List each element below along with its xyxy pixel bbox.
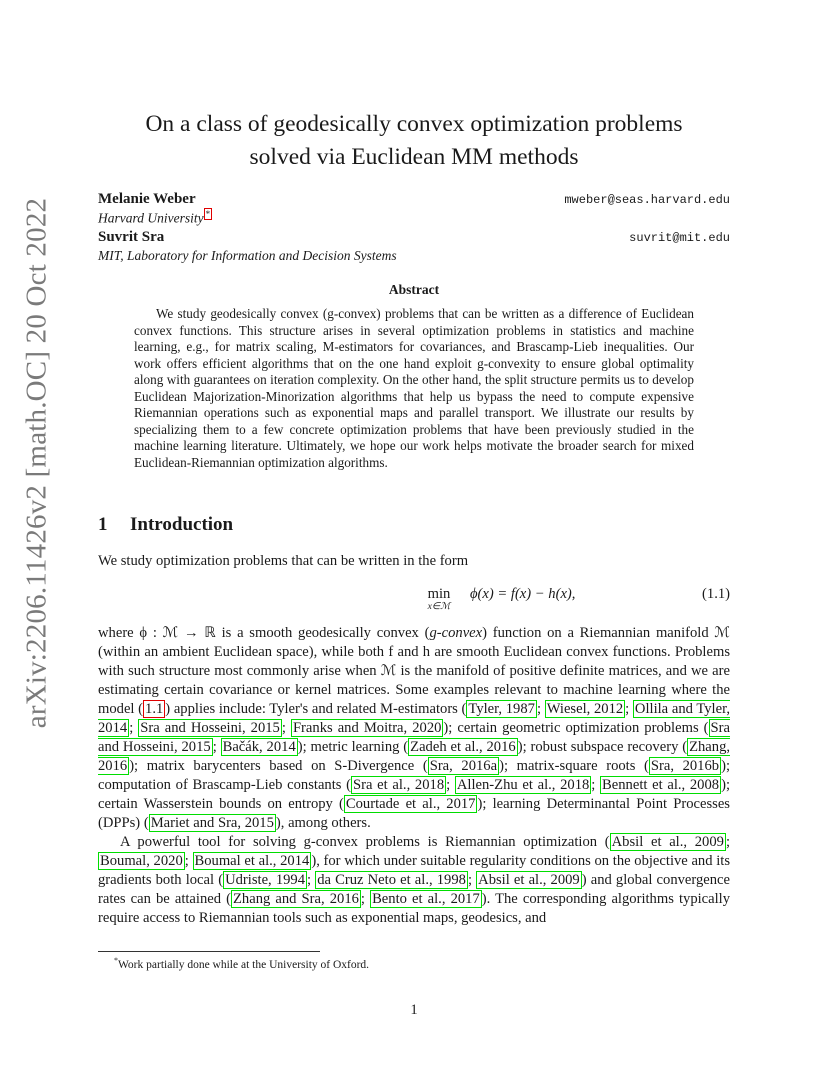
author-affiliation [98,210,730,229]
title-line-1: On a class of geodesically convex optimization problems [145,111,683,137]
equation-1-1 [98,584,730,616]
citation-link[interactable]: Bačák, 2014 [222,739,296,755]
author-row [98,191,730,210]
author-affiliation [98,248,730,267]
citation-link[interactable]: Zhang and Sra, 2016 [233,891,359,907]
citation-link[interactable]: Tyler, 1987 [468,701,535,717]
citation-link[interactable]: Allen-Zhu et al., 2018 [456,777,590,793]
min-subscript: x∈ℳ [427,602,451,612]
section-title: Introduction [130,514,234,535]
citation-link[interactable]: da Cruz Neto et al., 1998 [317,872,466,888]
citation-link[interactable]: Ollila and Tyler, 2014 [98,701,730,736]
citation-link[interactable]: Franks and Moitra, 2020 [292,720,442,736]
footnote [114,956,714,971]
equation-operator [424,586,454,612]
section-heading [98,514,233,536]
citation-link[interactable]: Wiesel, 2012 [546,701,624,717]
citation-link[interactable]: Sra and Hosseini, 2015 [140,720,280,736]
author-email[interactable]: suvrit@mit.edu [629,231,730,245]
citation-link[interactable]: Sra and Hosseini, 2015 [98,720,730,755]
abstract-heading: Abstract [388,282,440,297]
arxiv-stamp-text: arXiv:2206.11426v2 [math.OC] 20 Oct 2022 [20,197,53,729]
affiliation-text: MIT, Laboratory for Information and Decision Systems [98,248,397,263]
equation-reference[interactable]: 1.1 [145,701,164,717]
citation-link[interactable]: Bento et al., 2017 [372,891,480,907]
abstract-text: We study geodesically convex (g-convex) problems that can be written as a difference of Euclidean convex functions. This structure arises in several optimization problems in statistics and machine learning, e.g., for matrix scaling, M-estimators for covariances, and Brascamp-Lieb inequalities. Our work offers efficient algorithms that on the one hand exploit g-convexity to ensure global optimality along with guarantees on iteration complexity. On the other hand, the split structure permits us to develop Euclidean Majorization-Minorization algorithms that help us bypass the need to compute expensive Riemannian operations such as exponential maps and parallel transport. We illustrate our results by specializing them to a few concrete optimization problems that have been previously studied in the machine learning literature. Ultimately, we hope our work helps motivate the broader search for mixed Euclidean-Riemannian optimization algorithms. [134,306,694,470]
equation-body: ϕ(x) = f(x) − h(x), [470,586,576,602]
citation-link[interactable]: Sra, 2016b [650,758,720,774]
title-line-2: solved via Euclidean MM methods [249,144,579,170]
author-email[interactable]: mweber@seas.harvard.edu [564,193,730,207]
section-number: 1 [98,514,108,535]
author-name: Melanie Weber [98,191,196,207]
equation-number: (1.1) [702,586,730,602]
intro-sentence: We study optimization problems that can be written in the form [98,553,469,569]
author-block [98,191,730,267]
citation-link[interactable]: Zadeh et al., 2016 [410,739,516,755]
footnote-text: Work partially done while at the University of Oxford. [118,958,370,971]
footnote-divider [98,951,320,952]
citation-link[interactable]: Mariet and Sra, 2015 [150,815,274,831]
citation-link[interactable]: Udriste, 1994 [225,872,306,888]
citation-link[interactable]: Absil et al., 2009 [478,872,580,888]
citation-link[interactable]: Boumal et al., 2014 [194,853,310,869]
min-operator: min [427,586,451,602]
citation-link[interactable]: Courtade et al., 2017 [345,796,476,812]
footnote-link[interactable]: * [205,209,211,219]
citation-link[interactable]: Sra et al., 2018 [353,777,445,793]
author-name: Suvrit Sra [98,229,165,245]
citation-link[interactable]: Zhang, 2016 [98,739,731,774]
citation-link[interactable]: Boumal, 2020 [100,853,183,869]
footnote-mark: * [114,956,118,965]
affiliation-text: Harvard University [98,210,204,226]
arxiv-identifier-stamp [16,197,58,729]
citation-link[interactable]: Sra, 2016a [429,758,498,774]
paragraph: A powerful tool for solving g-convex problems is Riemannian optimization ( Absil et al., 2009 ; Boumal, 2020 ; Boumal et al., 2014 ), for which under suitable regularity conditions on the objective and its gradients both local ( Udriste, 1994 ; da Cruz Neto et al., 1998 ; Absil et al., 2009 ) and global convergence rates can be attained ( Zhang and Sra, 2016 ; Bento et al., 2017 ). The corresponding algorithms typically require access to Riemannian tools such as exponential maps, geodesics, and [98,834,731,926]
citation-link[interactable]: Absil et al., 2009 [611,834,724,850]
paragraph: where ϕ : ℳ → ℝ is a smooth geodesically convex (g-convex) function on a Riemannian manifold ℳ (within an ambient Euclidean space), while both f and h are smooth Euclidean convex functions. Problems with such structure most commonly arise when ℳ is the manifold of positive definite matrices, and we are estimating certain covariance or kernel matrices. Some examples relevant to machine learning where the model ( 1.1 ) applies include: Tyler's and related M-estimators ( Tyler, 1987 ; Wiesel, 2012 ; Ollila and Tyler, 2014 ; Sra and Hosseini, 2015 ; Franks and Moitra, 2020 ); certain geometric optimization problems ( Sra and Hosseini, 2015 ; Bačák, 2014 ); metric learning ( Zadeh et al., 2016 ); robust subspace recovery ( Zhang, 2016 ); matrix barycenters based on S-Divergence ( Sra, 2016a ); matrix-square roots ( Sra, 2016b ); computation of Brascamp-Lieb constants ( Sra et al., 2018 ; Allen-Zhu et al., 2018 ; Bennett et al., 2008 ); certain Wasserstein bounds on entropy ( Courtade et al., 2017 ); learning Determinantal Point Processes (DPPs) ( Mariet and Sra, 2015 ), among others. [98,625,731,831]
paper-title [98,108,730,174]
body-text [98,624,730,928]
citation-link[interactable]: Bennett et al., 2008 [602,777,720,793]
page-number: 1 [410,1002,418,1018]
author-row [98,229,730,248]
